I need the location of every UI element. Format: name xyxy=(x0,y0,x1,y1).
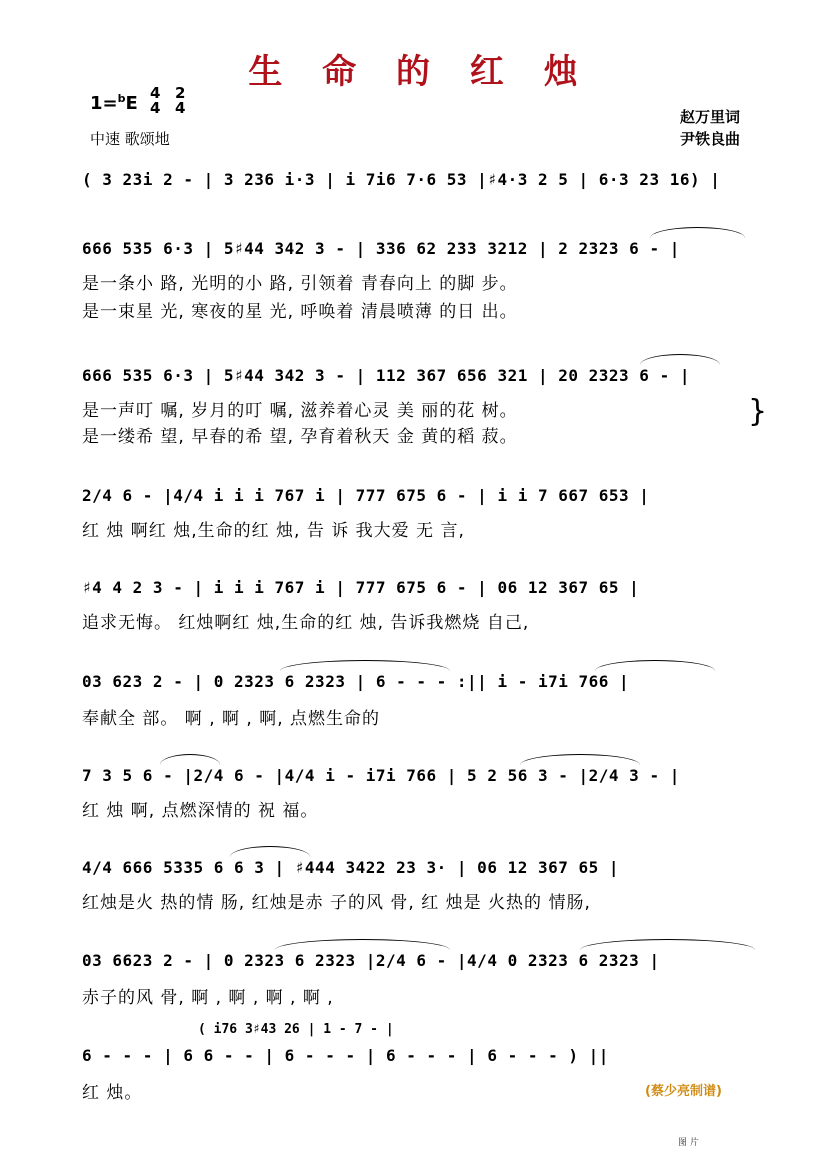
lyric-verse-2: 是一束星 光, 寒夜的星 光, 呼唤着 清晨喷薄 的日 出。 xyxy=(82,302,518,321)
notation-line: 7 3 5 6 - |2/4 6 - |4/4 i - i7i 766 | 5 2 56 3 - |2/4 3 - | xyxy=(82,766,680,785)
notation-line: 666 535 6·3 | 5♯44 342 3 - | 336 62 233 3212 | 2 2323 6 - | xyxy=(82,239,680,258)
slur xyxy=(640,354,720,365)
tempo-marking: 中速 歌颂地 xyxy=(90,130,170,148)
verse-brace: } xyxy=(748,394,768,429)
flat-sign: b xyxy=(117,92,126,105)
time-signature-2-4: 2 4 xyxy=(175,84,186,117)
score-row-5 xyxy=(0,672,840,767)
lyric-line: 红烛是火 热的情 肠, 红烛是赤 子的风 骨, 红 烛是 火热的 情肠, xyxy=(82,893,591,912)
key-signature xyxy=(90,92,138,114)
lyric-line: 红 烛 啊红 烛,生命的红 烛, 告 诉 我大爱 无 言, xyxy=(82,521,465,540)
notation-line: ( 3 23i 2 - | 3 236 i·3 | i 7i6 7·6 53 |♯4·3 2 5 | 6·3 23 16) | xyxy=(82,170,721,189)
time-signature-4-4: 4 4 xyxy=(150,84,161,117)
notation-line: 03 6623 2 - | 0 2323 6 2323 |2/4 6 - |4/4 0 2323 6 2323 | xyxy=(82,951,660,970)
score-row-3 xyxy=(0,486,840,581)
lyric-verse-1: 是一条小 路, 光明的小 路, 引领着 青春向上 的脚 步。 xyxy=(82,274,518,293)
lyric-line: 赤子的风 骨, 啊 , 啊 , 啊 , 啊 , xyxy=(82,988,334,1007)
arranger-credit: (蔡少亮制谱) xyxy=(645,1084,722,1099)
key-note: E xyxy=(125,93,138,114)
notation-line: 4/4 666 5335 6 6 3 | ♯444 3422 23 3· | 06 12 367 65 | xyxy=(82,858,620,877)
instrumental-cue: ( i76 3♯43 26 | 1 - 7 - | xyxy=(198,1022,394,1037)
composer-credit: 尹铁良曲 xyxy=(680,130,741,148)
key-prefix: 1= xyxy=(90,93,118,114)
lyric-line: 奉献全 部。 啊 , 啊 , 啊, 点燃生命的 xyxy=(82,709,381,728)
lyric-line: 红 烛 啊, 点燃深情的 祝 福。 xyxy=(82,801,319,820)
score-row-1 xyxy=(0,239,840,334)
notation-line: ♯4 4 2 3 - | i i i 767 i | 777 675 6 - | 06 12 367 65 | xyxy=(82,578,640,597)
notation-line: 666 535 6·3 | 5♯44 342 3 - | 112 367 656 321 | 20 2323 6 - | xyxy=(82,366,690,385)
score-row-6 xyxy=(0,766,840,861)
score-row-7 xyxy=(0,858,840,953)
side-mark: 图 片 xyxy=(678,1138,699,1148)
notation-line: 2/4 6 - |4/4 i i i 767 i | 777 675 6 - | i i 7 667 653 | xyxy=(82,486,650,505)
lyric-verse-1: 是一声叮 嘱, 岁月的叮 嘱, 滋养着心灵 美 丽的花 树。 xyxy=(82,401,518,420)
lyric-line: 追求无悔。 红烛啊红 烛,生命的红 烛, 告诉我燃烧 自己, xyxy=(82,613,530,632)
score-row-2 xyxy=(0,366,840,461)
lyricist-credit: 赵万里词 xyxy=(680,108,741,126)
notation-line: 6 - - - | 6 6 - - | 6 - - - | 6 - - - | 6 - - - ) || xyxy=(82,1046,609,1065)
score-row-4 xyxy=(0,578,840,673)
lyric-verse-2: 是一缕希 望, 早春的希 望, 孕育着秋天 金 黄的稻 菽。 xyxy=(82,427,518,446)
notation-line: 03 623 2 - | 0 2323 6 2323 | 6 - - - :|| i - i7i 766 | xyxy=(82,672,630,691)
lyric-line: 红 烛。 xyxy=(82,1083,143,1102)
song-title: 生 命 的 红 烛 xyxy=(248,52,592,92)
